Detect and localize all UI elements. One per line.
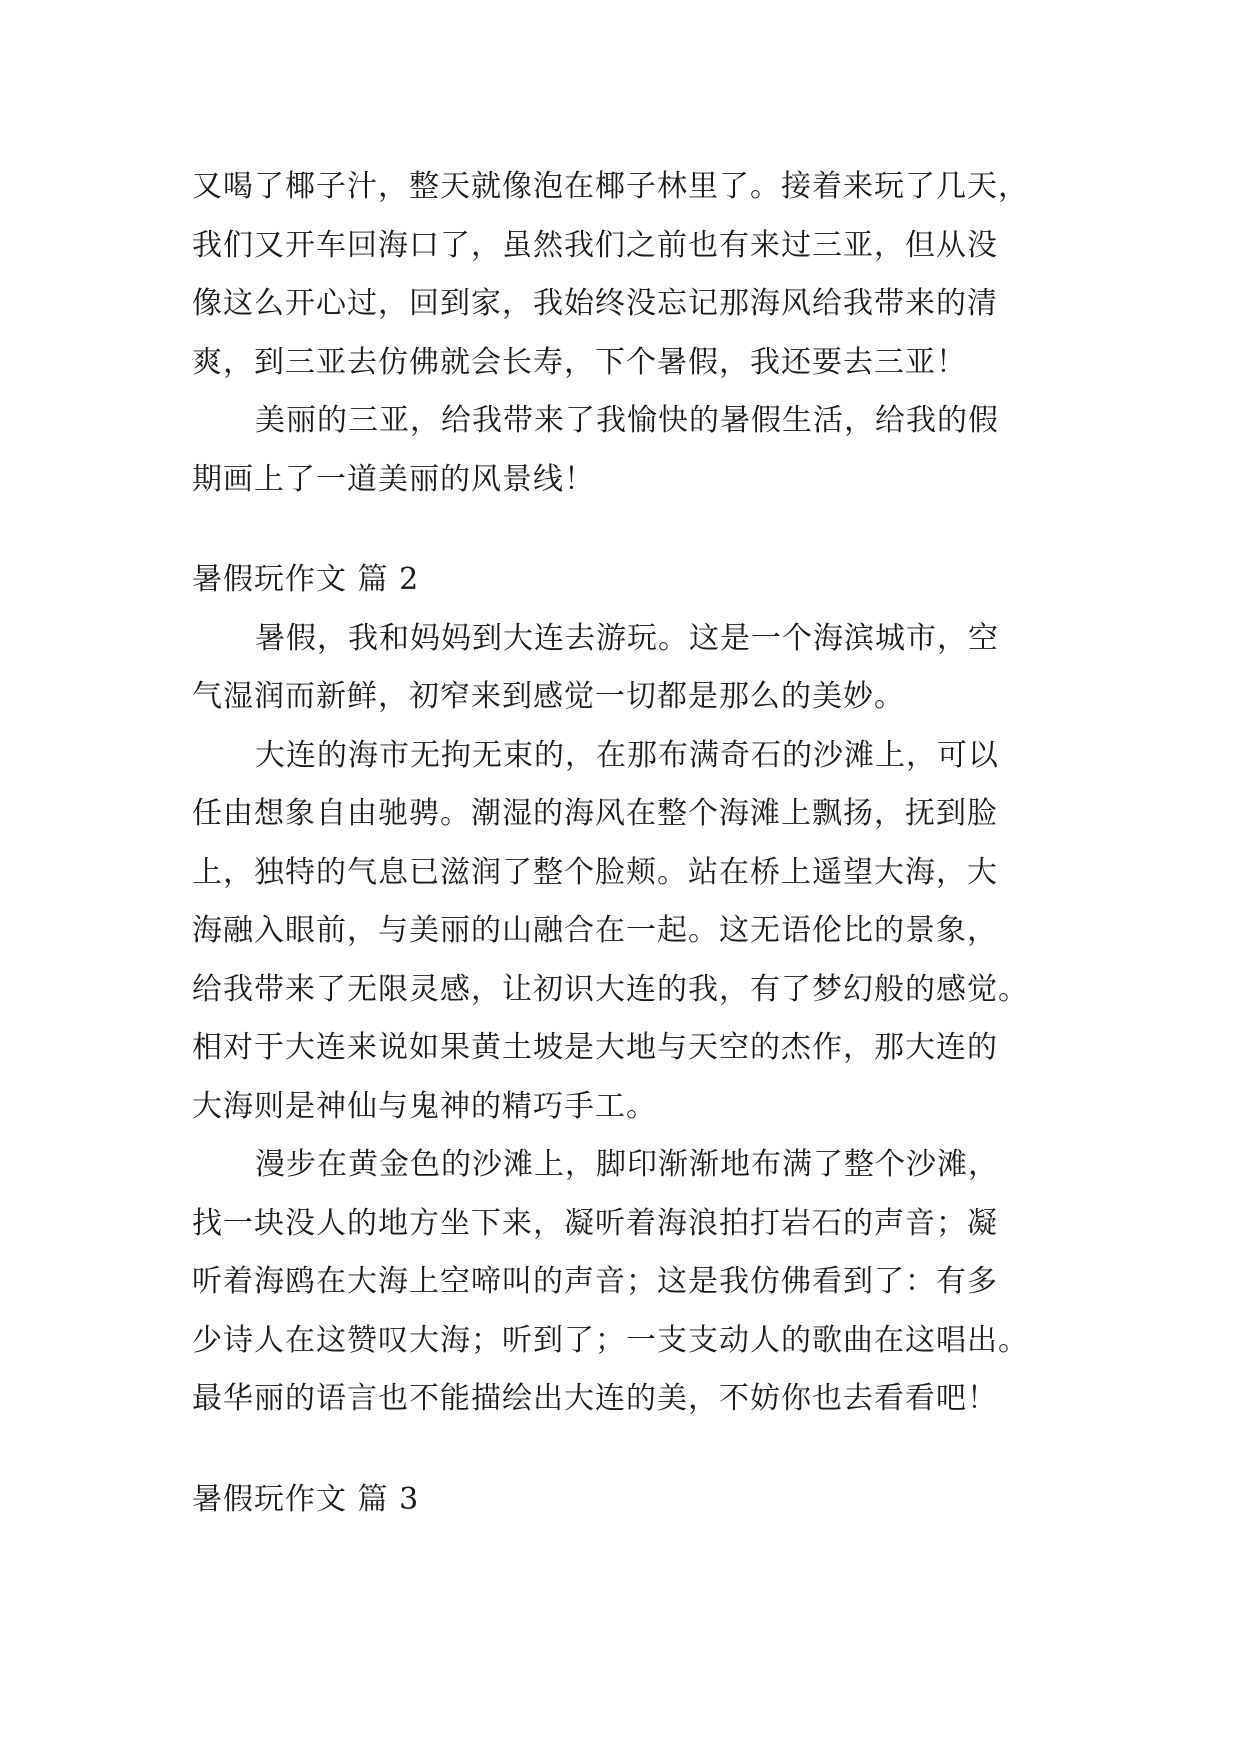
text-line: 任由想象自由驰骋。潮湿的海风在整个海滩上飘扬，抚到脸 — [192, 796, 998, 831]
text-line: 又喝了椰子汁，整天就像泡在椰子林里了。接着来玩了几天， — [192, 169, 1029, 204]
text-line: 上，独特的气息已滋润了整个脸颊。站在桥上遥望大海，大 — [192, 854, 998, 890]
text-line: 大海则是神仙与鬼神的精巧手工。 — [192, 1088, 657, 1124]
paragraph-continuation — [192, 158, 1052, 392]
text-line: 美丽的三亚，给我带来了我愉快的暑假生活，给我的假 — [255, 403, 999, 438]
text-line: 我们又开车回海口了，虽然我们之前也有来过三亚，但从没 — [192, 227, 998, 263]
text-line: 漫步在黄金色的沙滩上，脚印渐渐地布满了整个沙滩， — [255, 1147, 999, 1182]
text-line: 少诗人在这赞叹大海；听到了；一支支动人的歌曲在这唱出。 — [192, 1322, 1029, 1358]
text-line: 暑假，我和妈妈到大连去游玩。这是一个海滨城市，空 — [255, 620, 999, 656]
text-line: 找一块没人的地方坐下来，凝听着海浪拍打岩石的声音；凝 — [192, 1205, 998, 1241]
paragraph — [192, 1136, 1052, 1429]
text-line: 期画上了一道美丽的风景线！ — [192, 461, 595, 497]
text-line: 海融入眼前，与美丽的山融合在一起。这无语伦比的景象， — [192, 913, 998, 948]
text-line: 爽，到三亚去仿佛就会长寿，下个暑假，我还要去三亚！ — [192, 344, 967, 380]
text-line: 像这么开心过，回到家，我始终没忘记那海风给我带来的清 — [192, 286, 998, 321]
text-line: 给我带来了无限灵感，让初识大连的我，有了梦幻般的感觉。 — [192, 971, 1029, 1007]
section-heading: 暑假玩作文 篇 3 — [192, 1481, 420, 1517]
text-line: 大连的海市无拘无束的，在那布满奇石的沙滩上，可以 — [255, 737, 999, 773]
document-page — [192, 158, 1052, 1529]
text-line: 最华丽的语言也不能描绘出大连的美，不妨你也去看看吧！ — [192, 1381, 998, 1416]
text-line: 气湿润而新鲜，初窄来到感觉一切都是那么的美妙。 — [192, 679, 905, 714]
text-line: 听着海鸥在大海上空啼叫的声音；这是我仿佛看到了：有多 — [192, 1264, 998, 1299]
paragraph — [192, 392, 1052, 509]
section-heading: 暑假玩作文 篇 2 — [192, 562, 420, 597]
paragraph — [192, 610, 1052, 727]
text-line: 相对于大连来说如果黄土坡是大地与天空的杰作，那大连的 — [192, 1030, 998, 1065]
paragraph — [192, 727, 1052, 1137]
